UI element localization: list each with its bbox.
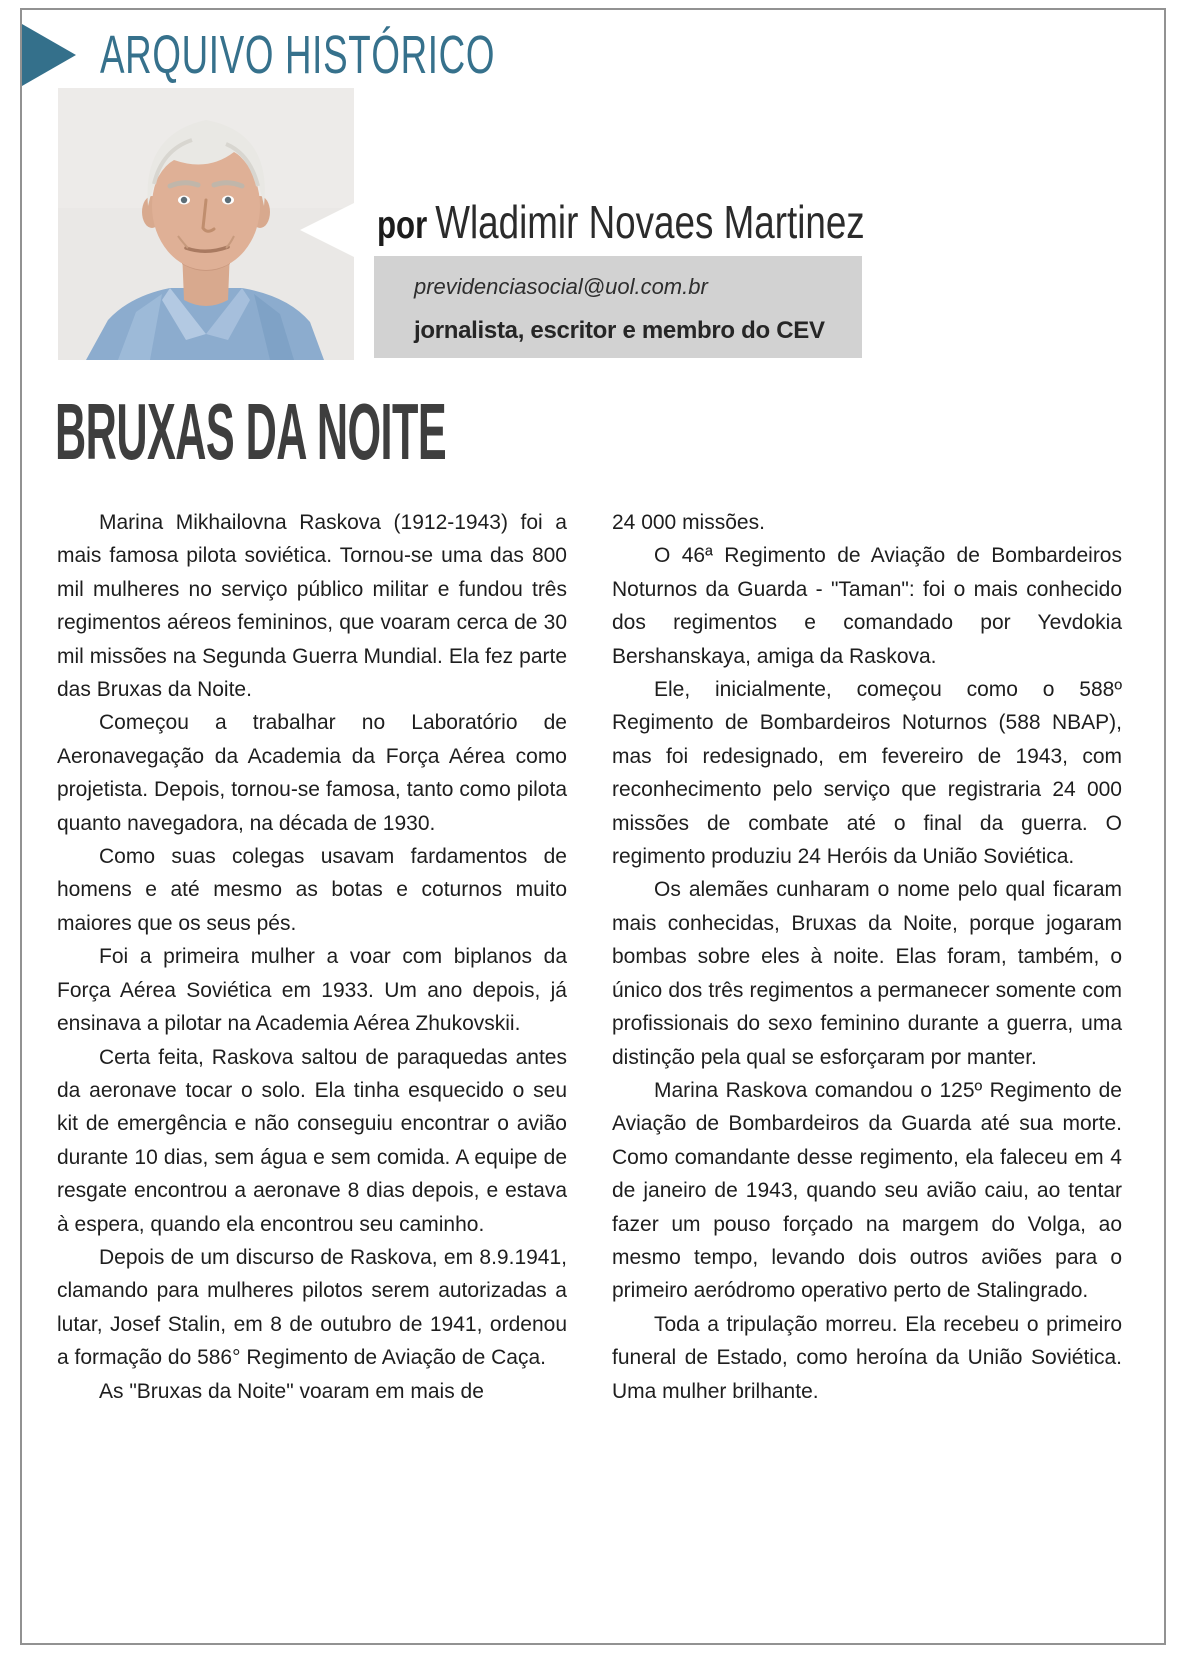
article-column-left	[57, 506, 567, 1408]
paragraph: As "Bruxas da Noite" voaram em mais de	[99, 1379, 484, 1403]
section-title-label: ARQUIVO HISTÓRICO	[100, 25, 496, 85]
paragraph: Toda a tripulação morreu. Ela recebeu o primeiro funeral de Estado, como heroína da União Soviética. Uma mulher brilhante.	[612, 1312, 1122, 1403]
byline	[377, 196, 987, 248]
paragraph: Os alemães cunharam o nome pelo qual ficaram mais conhecidas, Bruxas da Noite, porque jogaram bombas sobre eles à noite. Elas foram, também, o único dos três regimentos a permanecer somente com profissionais do sexo feminino durante a guerra, uma distinção pela qual se esforçaram por manter.	[612, 878, 1122, 1069]
byline-pointer-notch	[300, 203, 354, 257]
byline-prefix: por	[377, 204, 428, 247]
paragraph: Marina Mikhailovna Raskova (1912-1943) foi a mais famosa pilota soviética. Tornou-se uma das 800 mil mulheres no serviço público militar e fundou três regimentos aéreos femininos, que voaram cerca de 30 mil missões na Segunda Guerra Mundial. Ela fez parte das Bruxas da Noite.	[57, 511, 567, 702]
paragraph-continuation: 24 000 missões.	[612, 511, 765, 534]
paragraph: Começou a trabalhar no Laboratório de Aeronavegação da Academia da Força Aérea como projetista. Depois, tornou-se famosa, tanto como pilota quanto navegadora, na década de 1930.	[57, 711, 567, 835]
paragraph: O 46ª Regimento de Aviação de Bombardeiros Noturnos da Guarda - "Taman": foi o mais conhecido dos regimentos e comandado por Yevdokia Bershanskaya, amiga da Raskova.	[612, 544, 1122, 668]
article-title-label: BRUXAS DA NOITE	[55, 387, 447, 476]
author-email: previdenciasocial@uol.com.br	[414, 274, 708, 299]
byline-line	[377, 196, 865, 252]
section-header	[100, 26, 681, 85]
author-info-panel	[374, 256, 862, 358]
article-body	[57, 506, 1122, 1408]
paragraph: Depois de um discurso de Raskova, em 8.9.1941, clamando para mulheres pilotos serem autorizadas a lutar, Josef Stalin, em 8 de outubro de 1941, ordenou a formação do 586° Regimento de Aviação de Caça.	[57, 1245, 567, 1370]
article-headline	[55, 387, 779, 476]
article-column-right	[612, 506, 1122, 1408]
author-credentials: jornalista, escritor e membro do CEV	[414, 317, 825, 344]
paragraph: Marina Raskova comandou o 125º Regimento de Aviação de Bombardeiros da Guarda até sua morte. Como comandante desse regimento, ela faleceu em 4 de janeiro de 1943, quando seu avião caiu, ao tentar fazer um pouso forçado na margem do Volga, ao mesmo tempo, levando dois outros aviões para o primeiro aeródromo operativo perto de Stalingrado.	[612, 1078, 1122, 1303]
author-name: Wladimir Novaes Martinez	[435, 196, 865, 248]
paragraph: Foi a primeira mulher a voar com biplanos da Força Aérea Soviética em 1933. Um ano depois, já ensinava a pilotar na Academia Aérea Zhukovskii.	[57, 945, 567, 1036]
section-arrow-icon	[22, 24, 76, 86]
paragraph: Ele, inicialmente, começou como o 588º Regimento de Bombardeiros Noturnos (588 NBAP), mas foi redesignado, em fevereiro de 1943, com reconhecimento pelo serviço que registraria 24 000 missões de combate até o final da guerra. O regimento produziu 24 Heróis da União Soviética.	[612, 678, 1122, 869]
paragraph: Certa feita, Raskova saltou de paraquedas antes da aeronave tocar o solo. Ela tinha esquecido o seu kit de emergência e não conseguiu encontrar o avião durante 10 dias, sem água e sem comida. A equipe de resgate encontrou a aeronave 8 dias depois, e estava à espera, quando ela encontrou seu caminho.	[57, 1045, 567, 1236]
paragraph: Como suas colegas usavam fardamentos de homens e até mesmo as botas e coturnos muito maiores que os seus pés.	[57, 845, 567, 935]
